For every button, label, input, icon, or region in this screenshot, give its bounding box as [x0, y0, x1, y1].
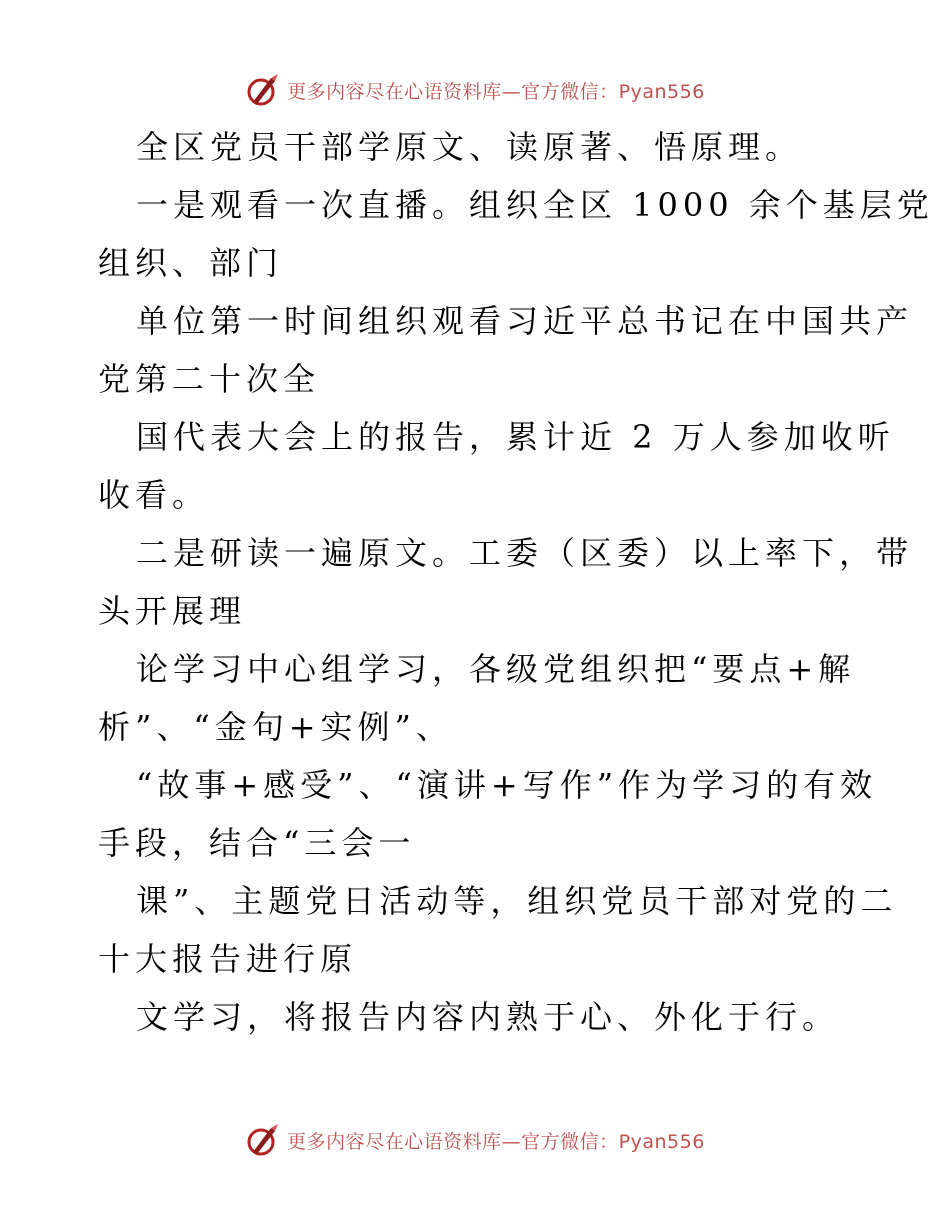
- body-line: 头开展理: [98, 592, 247, 630]
- body-line: 文学习，将报告内容内熟于心、外化于行。: [136, 998, 840, 1036]
- body-line: 组织、部门: [98, 244, 284, 282]
- quill-pen-logo-icon: [245, 72, 281, 108]
- footer-watermark-text: 更多内容尽在心语资料库—官方微信：Pyan556: [287, 1130, 705, 1153]
- body-line: 课”、主题党日活动等，组织党员干部对党的二: [136, 882, 898, 920]
- body-line: 全区党员干部学原文、读原著、悟原理。: [136, 128, 803, 166]
- footer-watermark-banner: [0, 1120, 950, 1160]
- body-line: “故事+感受”、“演讲+写作”作为学习的有效: [136, 766, 878, 804]
- body-line: 论学习中心组学习，各级党组织把“要点+解: [136, 650, 856, 688]
- quill-pen-logo-icon: [245, 1122, 281, 1158]
- body-line: 国代表大会上的报告，累计近 2 万人参加收听: [136, 418, 895, 456]
- document-body: [98, 118, 934, 1046]
- header-watermark-text: 更多内容尽在心语资料库—官方微信：Pyan556: [287, 80, 705, 103]
- body-line: 十大报告进行原: [98, 940, 358, 978]
- body-line: 二是研读一遍原文。工委（区委）以上率下，带: [136, 534, 914, 572]
- body-line: 收看。: [98, 476, 210, 514]
- body-line: 手段，结合“三会一: [98, 824, 416, 862]
- body-line: 析”、“金句+实例”、: [98, 708, 453, 746]
- body-line: 单位第一时间组织观看习近平总书记在中国共产: [136, 302, 914, 340]
- body-line: 一是观看一次直播。组织全区 1000 余个基层党: [136, 186, 934, 224]
- body-line: 党第二十次全: [98, 360, 321, 398]
- header-watermark-banner: [0, 70, 950, 110]
